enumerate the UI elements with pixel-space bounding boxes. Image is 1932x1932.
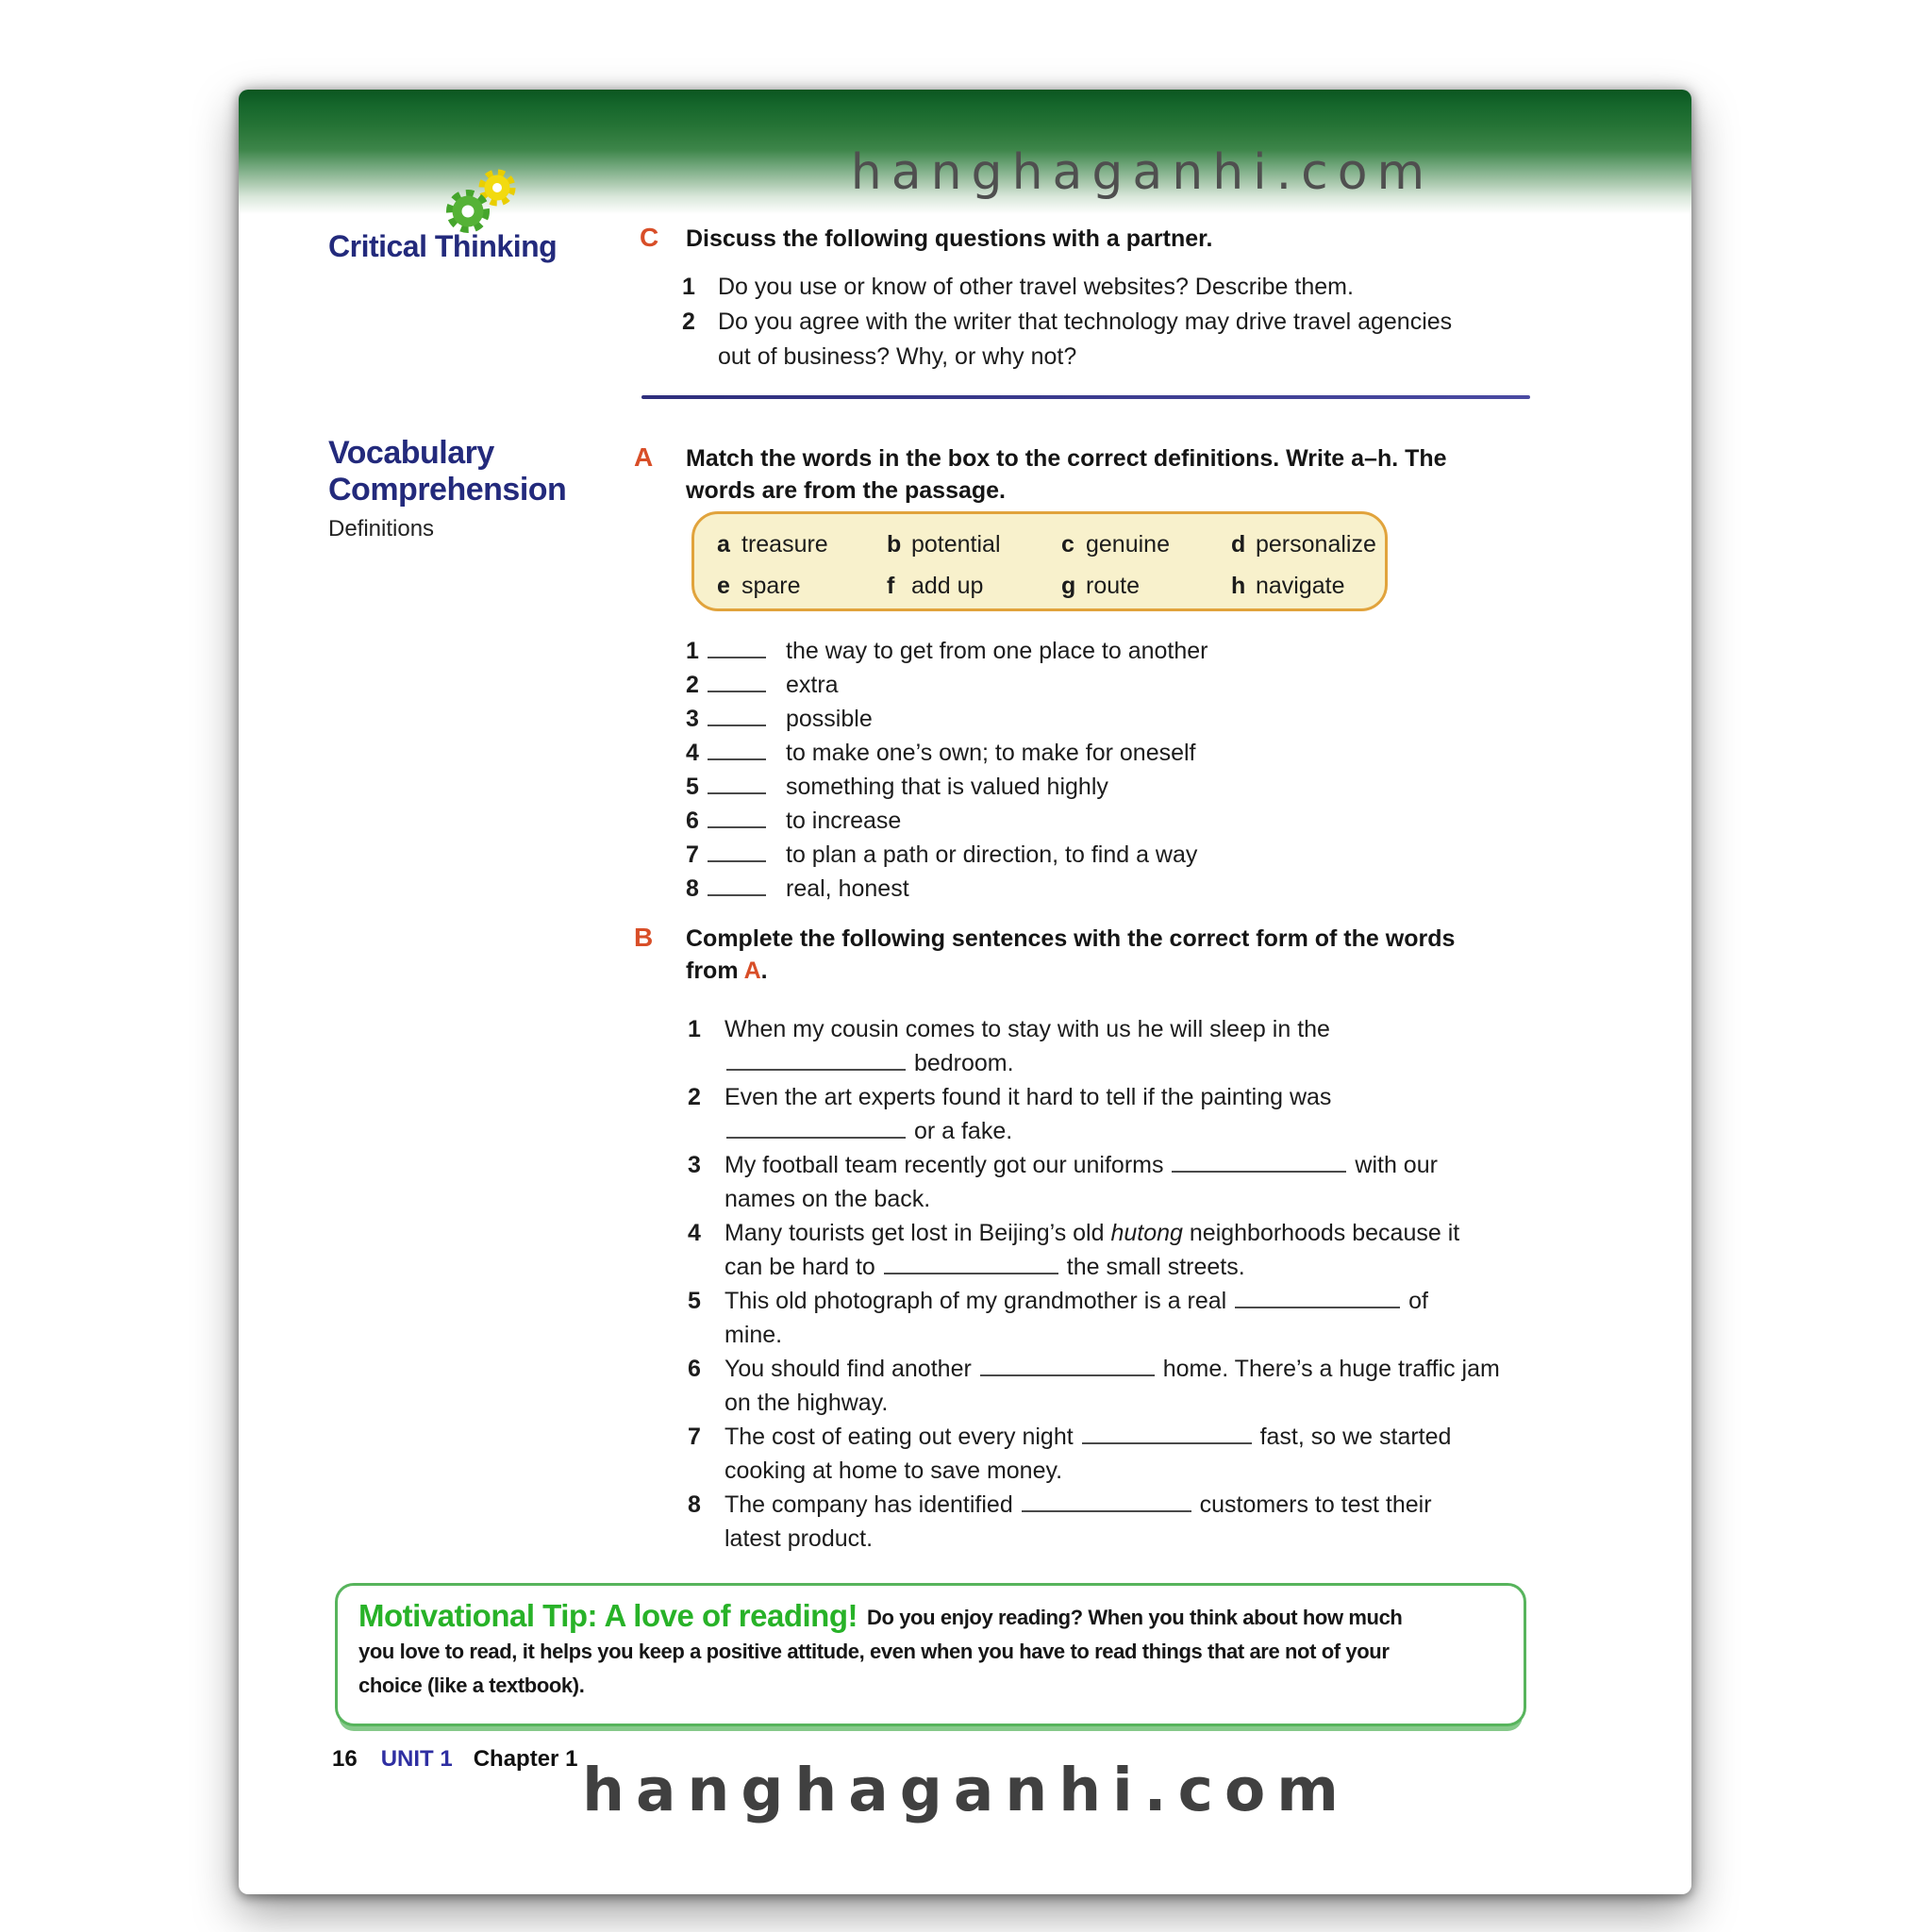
word-letter: d xyxy=(1231,531,1246,558)
exercise-item-number: 5 xyxy=(688,1288,701,1314)
motivational-tip-body: Do you enjoy reading? When you think about how much you love to read, it helps you keep a positive attitude, even when you have to read things that are not of your choice (like a textbook). xyxy=(358,1606,1403,1697)
exercise-item-text: Even the art experts found it hard to tell if the painting was or a fake. xyxy=(724,1084,1332,1144)
exercise-item-text: When my cousin comes to stay with us he will sleep in the bedroom. xyxy=(724,1016,1330,1076)
exercise-item xyxy=(688,1420,1593,1488)
motivational-tip-text xyxy=(358,1599,1505,1703)
section-a-letter: A xyxy=(634,442,654,472)
definition-text: extra xyxy=(786,672,839,698)
word-text: potential xyxy=(911,531,1001,558)
definition-row xyxy=(686,838,1582,872)
question-text: Do you use or know of other travel websites? Describe them. xyxy=(718,274,1354,300)
definition-blank xyxy=(708,713,766,726)
textbook-page xyxy=(239,90,1691,1894)
definition-blank xyxy=(708,883,766,896)
fill-in-blank xyxy=(980,1362,1155,1376)
word-letter: f xyxy=(887,573,895,599)
section-b-letter: B xyxy=(634,923,654,952)
watermark-bottom: hanghaganhi.com xyxy=(582,1756,1350,1824)
word-text: genuine xyxy=(1086,531,1170,558)
footer-page-number: 16 xyxy=(332,1746,358,1772)
fill-in-blank xyxy=(884,1260,1058,1274)
word-box-item xyxy=(717,529,887,567)
definition-row xyxy=(686,770,1582,804)
exercise-item-text: The company has identified customers to test their latest product. xyxy=(724,1491,1432,1552)
definition-blank xyxy=(708,849,766,862)
word-box-item xyxy=(1061,529,1231,567)
yellow-gear xyxy=(483,174,511,202)
word-box-item xyxy=(1231,571,1385,608)
word-letter: b xyxy=(887,531,902,558)
exercise-item-number: 8 xyxy=(688,1491,701,1518)
green-gear xyxy=(451,194,485,228)
section-b-heading: Complete the following sentences with the correct form of the words from A. xyxy=(686,925,1456,984)
definition-row xyxy=(686,634,1582,668)
word-box xyxy=(691,511,1388,611)
exercise-item-text: This old photograph of my grandmother is a real of mine. xyxy=(724,1288,1428,1348)
definition-text: real, honest xyxy=(786,875,909,902)
section-c-heading: Discuss the following questions with a partner. xyxy=(686,225,1213,252)
word-text: route xyxy=(1086,573,1140,599)
definition-number: 2 xyxy=(686,672,699,698)
vocabulary-comprehension-heading xyxy=(328,435,566,508)
definition-text: to plan a path or direction, to find a way xyxy=(786,841,1198,868)
watermark-top: hanghaganhi.com xyxy=(850,144,1435,201)
exercise-item-number: 1 xyxy=(688,1016,701,1042)
word-box-item xyxy=(717,571,887,608)
section-divider xyxy=(641,395,1530,399)
exercise-item xyxy=(688,1352,1593,1420)
fill-in-blank xyxy=(1082,1430,1252,1444)
exercise-item-number: 7 xyxy=(688,1424,701,1450)
word-box-item xyxy=(887,571,1061,608)
definition-text: to make one’s own; to make for oneself xyxy=(786,740,1196,766)
definition-row xyxy=(686,804,1582,838)
exercise-item-number: 4 xyxy=(688,1220,701,1246)
exercise-item xyxy=(688,1148,1593,1216)
word-letter: c xyxy=(1061,531,1074,558)
section-a-heading: Match the words in the box to the correct definitions. Write a–h. The words are from the passage. xyxy=(686,445,1447,504)
definition-text: possible xyxy=(786,706,873,732)
word-box-item xyxy=(1231,529,1385,567)
fill-in-blank xyxy=(1172,1158,1346,1173)
exercise-item-number: 6 xyxy=(688,1356,701,1382)
definition-row xyxy=(686,872,1582,906)
definition-blank xyxy=(708,781,766,794)
exercise-item-number: 3 xyxy=(688,1152,701,1178)
question-item xyxy=(682,305,1578,375)
definition-number: 7 xyxy=(686,841,699,868)
section-c-question-list xyxy=(682,270,1578,375)
word-letter: e xyxy=(717,573,730,599)
word-text: personalize xyxy=(1256,531,1376,558)
definition-number: 8 xyxy=(686,875,699,902)
fill-in-blank xyxy=(726,1057,906,1071)
exercise-item-number: 2 xyxy=(688,1084,701,1110)
critical-thinking-heading: Critical Thinking xyxy=(328,229,558,263)
definition-list xyxy=(686,634,1582,906)
definition-text: something that is valued highly xyxy=(786,774,1108,800)
italic-word: hutong xyxy=(1110,1220,1183,1246)
definition-row xyxy=(686,702,1582,736)
exercise-item-text: You should find another home. There’s a huge traffic jam on the highway. xyxy=(724,1356,1500,1416)
definition-number: 1 xyxy=(686,638,699,664)
section-c-letter: C xyxy=(640,223,659,252)
question-number: 2 xyxy=(682,308,695,335)
page-footer xyxy=(332,1746,577,1773)
vocabulary-heading-line1: Vocabulary xyxy=(328,435,494,471)
word-text: treasure xyxy=(741,531,828,558)
definition-blank xyxy=(708,645,766,658)
definition-number: 5 xyxy=(686,774,699,800)
question-text: Do you agree with the writer that technology may drive travel agencies out of business? Why, or why not? xyxy=(718,308,1453,370)
motivational-tip-box xyxy=(335,1583,1526,1726)
motivational-tip-heading: Motivational Tip: A love of reading! xyxy=(358,1598,858,1633)
definition-number: 4 xyxy=(686,740,699,766)
word-letter: h xyxy=(1231,573,1246,599)
footer-chapter-label: Chapter 1 xyxy=(473,1746,578,1772)
exercise-item xyxy=(688,1216,1593,1284)
section-a-reference: A xyxy=(743,958,761,984)
word-text: add up xyxy=(911,573,984,599)
exercise-item xyxy=(688,1012,1593,1080)
sentence-completion-list xyxy=(688,1012,1593,1556)
definition-text: to increase xyxy=(786,808,902,834)
word-text: spare xyxy=(741,573,801,599)
vocabulary-heading-line2: Comprehension xyxy=(328,472,567,508)
definition-blank xyxy=(708,815,766,828)
definition-blank xyxy=(708,747,766,760)
definition-row xyxy=(686,668,1582,702)
fill-in-blank xyxy=(1022,1498,1191,1512)
exercise-item xyxy=(688,1080,1593,1148)
exercise-item xyxy=(688,1284,1593,1352)
exercise-item-text: My football team recently got our uniforms with our names on the back. xyxy=(724,1152,1438,1212)
definition-number: 6 xyxy=(686,808,699,834)
fill-in-blank xyxy=(1235,1294,1400,1308)
word-letter: a xyxy=(717,531,730,558)
word-box-item xyxy=(1061,571,1231,608)
exercise-item xyxy=(688,1488,1593,1556)
definition-text: the way to get from one place to another xyxy=(786,638,1208,664)
question-number: 1 xyxy=(682,274,695,300)
word-text: navigate xyxy=(1256,573,1345,599)
question-item xyxy=(682,270,1578,305)
exercise-item-text: Many tourists get lost in Beijing’s old hutong neighborhoods because it can be hard to the small streets. xyxy=(724,1220,1460,1280)
definitions-subheading: Definitions xyxy=(328,516,435,541)
footer-unit-label: UNIT 1 xyxy=(380,1746,453,1772)
word-box-item xyxy=(887,529,1061,567)
definition-blank xyxy=(708,679,766,692)
fill-in-blank xyxy=(726,1124,906,1139)
definition-number: 3 xyxy=(686,706,699,732)
definition-row xyxy=(686,736,1582,770)
word-letter: g xyxy=(1061,573,1076,599)
exercise-item-text: The cost of eating out every night fast, so we started cooking at home to save money. xyxy=(724,1424,1452,1484)
